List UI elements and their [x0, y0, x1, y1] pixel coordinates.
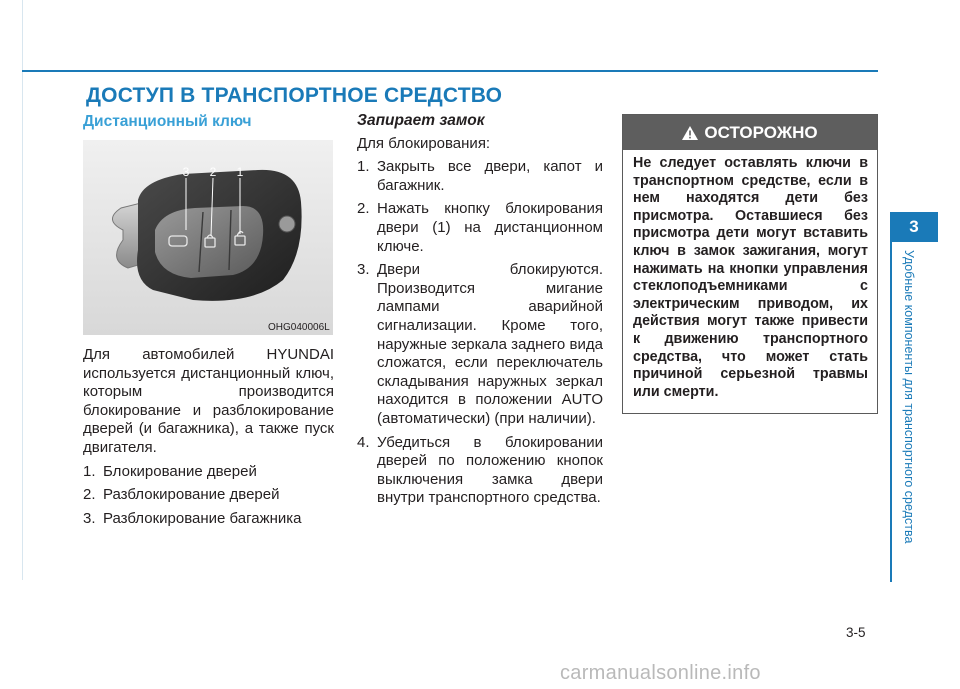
list-item: 3. Разблокирование багажника: [83, 509, 302, 527]
image-caption: OHG040006L: [268, 322, 330, 333]
key-button-number-3: 3: [182, 165, 190, 179]
middle-column: [357, 112, 603, 508]
list-item: 1. Блокирование дверей: [83, 462, 257, 480]
list-item: 2. Нажать кнопку блокирования двери (1) на дистанционном ключе.: [357, 200, 603, 255]
remote-key-photo: [83, 140, 333, 335]
warning-text: Не следует оставлять ключи в транспортном средстве, если в нем находятся дети без присмотра. Оставшиеся без присмотра дети могут вставить ключ в замок зажигания, могут нажимать на кнопки управления стеклоподъемниками с электрическим приводом, их действия могут также привести к движению транспортного средства, что может стать причиной серьезной травмы или смерти.: [633, 155, 868, 400]
chapter-number-tab: 3: [890, 212, 938, 242]
button-list: [83, 463, 334, 529]
warning-icon: [682, 126, 698, 140]
list-item: 1. Закрыть все двери, капот и багажник.: [357, 158, 603, 194]
left-column: [83, 346, 334, 528]
warning-box: [622, 114, 878, 414]
key-button-number-2: 2: [209, 165, 217, 179]
remote-key-intro: Для автомобилей HYUNDAI используется дистанционный ключ, которым производится блокирование и разблокирование дверей (и багажника), а также пуск двигателя.: [83, 346, 334, 456]
header-rule: [22, 70, 878, 72]
watermark: carmanualsonline.info: [560, 662, 761, 684]
chapter-title: Удобные компоненты для транспортного средства: [902, 250, 916, 544]
warning-header: [623, 115, 877, 150]
sidebar-rule: [890, 242, 892, 582]
left-margin-rule: [22, 0, 23, 580]
lock-intro: Для блокирования:: [357, 134, 491, 152]
lock-steps: [357, 158, 603, 508]
subtitle-remote-key: Дистанционный ключ: [83, 113, 252, 130]
list-item: 3. Двери блокируются. Производится мигание лампами аварийной сигнализации. Кроме того, наружные зеркала заднего вида сложатся, если переключатель складывания наружных зеркал находится в положении AUTO (автоматически) (при наличии).: [357, 261, 603, 427]
key-button-number-1: 1: [236, 165, 244, 179]
section-title: ДОСТУП В ТРАНСПОРТНОЕ СРЕДСТВО: [86, 84, 503, 107]
lock-heading: Запирает замок: [357, 112, 485, 129]
list-item: 2. Разблокирование дверей: [83, 486, 280, 504]
page-number: 3-5: [846, 625, 866, 640]
remote-key-illustration: [83, 140, 333, 335]
warning-title: ОСТОРОЖНО: [704, 122, 818, 142]
list-item: 4. Убедиться в блокировании дверей по положению кнопок выключения замка двери внутри транспортного средства.: [357, 433, 603, 507]
